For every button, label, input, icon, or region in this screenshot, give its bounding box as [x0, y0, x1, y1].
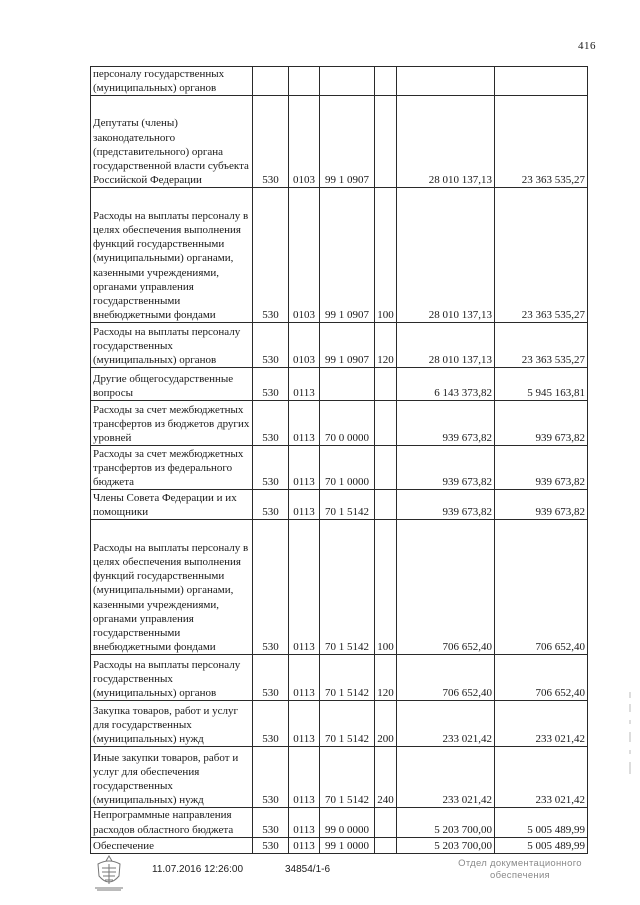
row-vr	[375, 368, 397, 401]
row-gr: 530	[253, 655, 289, 701]
row-cs: 70 1 5142	[320, 490, 375, 520]
row-gr: 530	[253, 188, 289, 323]
row-gr: 530	[253, 96, 289, 188]
department-stamp	[440, 858, 600, 882]
table-row	[91, 67, 588, 96]
table-row	[91, 446, 588, 490]
row-sum-2	[495, 67, 588, 96]
row-sum-1	[397, 67, 495, 96]
row-gr: 530	[253, 837, 289, 853]
row-gr: 530	[253, 446, 289, 490]
table-row	[91, 837, 588, 853]
row-vr	[375, 96, 397, 188]
row-sum-2: 939 673,82	[495, 490, 588, 520]
row-gr: 530	[253, 368, 289, 401]
row-cs: 99 1 0907	[320, 188, 375, 323]
row-rz: 0103	[289, 323, 320, 368]
row-sum-1: 28 010 137,13	[397, 323, 495, 368]
row-name: Расходы на выплаты персоналу в целях обеспечения выполнения функций государственными (муниципальными) органами, казенными учреждениями, органами управления государственными внебюджетными фондами	[91, 520, 253, 655]
row-cs: 70 0 0000	[320, 401, 375, 446]
row-sum-1: 28 010 137,13	[397, 96, 495, 188]
stamp-line-1: Отдел документационного	[458, 858, 582, 869]
row-rz: 0113	[289, 747, 320, 808]
row-vr	[375, 67, 397, 96]
row-gr: 530	[253, 701, 289, 747]
row-rz: 0113	[289, 490, 320, 520]
row-cs: 99 0 0000	[320, 808, 375, 837]
row-cs	[320, 67, 375, 96]
row-sum-1: 233 021,42	[397, 747, 495, 808]
row-gr: 530	[253, 323, 289, 368]
row-name: Расходы на выплаты персоналу государственных (муниципальных) органов	[91, 655, 253, 701]
side-stamp-marks	[624, 690, 636, 780]
table-row	[91, 96, 588, 188]
row-name: Закупка товаров, работ и услуг для государственных (муниципальных) нужд	[91, 701, 253, 747]
row-name: персоналу государственных (муниципальных) органов	[91, 67, 253, 96]
row-sum-2: 5 945 163,81	[495, 368, 588, 401]
row-sum-2: 233 021,42	[495, 701, 588, 747]
row-rz: 0113	[289, 520, 320, 655]
row-rz: 0113	[289, 401, 320, 446]
row-vr	[375, 446, 397, 490]
table-row	[91, 401, 588, 446]
row-name: Депутаты (члены) законодательного (представительного) органа государственной власти субъекта Российской Федерации	[91, 96, 253, 188]
row-sum-1: 939 673,82	[397, 490, 495, 520]
stamp-line-2: обеспечения	[490, 870, 550, 881]
table-row	[91, 188, 588, 323]
row-sum-1: 6 143 373,82	[397, 368, 495, 401]
row-sum-2: 23 363 535,27	[495, 96, 588, 188]
row-gr: 530	[253, 520, 289, 655]
row-sum-2: 23 363 535,27	[495, 323, 588, 368]
row-sum-1: 706 652,40	[397, 520, 495, 655]
row-gr: 530	[253, 747, 289, 808]
row-sum-2: 939 673,82	[495, 446, 588, 490]
table-row	[91, 655, 588, 701]
row-name: Расходы за счет межбюджетных трансфертов из федерального бюджета	[91, 446, 253, 490]
table-row	[91, 520, 588, 655]
budget-table	[90, 66, 588, 854]
row-name: Члены Совета Федерации и их помощники	[91, 490, 253, 520]
table-row	[91, 490, 588, 520]
row-sum-2: 5 005 489,99	[495, 808, 588, 837]
row-sum-1: 5 203 700,00	[397, 808, 495, 837]
row-rz: 0113	[289, 701, 320, 747]
row-sum-1: 28 010 137,13	[397, 188, 495, 323]
row-sum-1: 233 021,42	[397, 701, 495, 747]
row-cs	[320, 368, 375, 401]
row-cs: 99 1 0000	[320, 837, 375, 853]
row-rz: 0113	[289, 837, 320, 853]
row-name: Расходы на выплаты персоналу в целях обеспечения выполнения функций государственными (муниципальными) органами, казенными учреждениями, органами управления государственными внебюджетными фондами	[91, 188, 253, 323]
row-vr: 100	[375, 188, 397, 323]
row-rz: 0113	[289, 655, 320, 701]
row-vr	[375, 808, 397, 837]
row-cs: 70 1 0000	[320, 446, 375, 490]
row-sum-1: 939 673,82	[397, 401, 495, 446]
footer-document-number: 34854/1-6	[285, 864, 331, 875]
row-sum-2: 939 673,82	[495, 401, 588, 446]
row-sum-2: 5 005 489,99	[495, 837, 588, 853]
row-vr: 100	[375, 520, 397, 655]
row-sum-2: 706 652,40	[495, 655, 588, 701]
row-sum-2: 233 021,42	[495, 747, 588, 808]
row-sum-1: 706 652,40	[397, 655, 495, 701]
row-cs: 99 1 0907	[320, 96, 375, 188]
row-rz	[289, 67, 320, 96]
row-cs: 70 1 5142	[320, 747, 375, 808]
row-rz: 0113	[289, 368, 320, 401]
row-name: Обеспечение	[91, 837, 253, 853]
row-gr: 530	[253, 490, 289, 520]
table-row	[91, 747, 588, 808]
row-vr	[375, 837, 397, 853]
row-rz: 0103	[289, 188, 320, 323]
row-gr: 530	[253, 401, 289, 446]
row-vr	[375, 490, 397, 520]
table-row	[91, 808, 588, 837]
row-cs: 70 1 5142	[320, 655, 375, 701]
row-cs: 70 1 5142	[320, 520, 375, 655]
page-footer	[0, 858, 640, 894]
row-name: Другие общегосударственные вопросы	[91, 368, 253, 401]
row-sum-2: 706 652,40	[495, 520, 588, 655]
row-cs: 70 1 5142	[320, 701, 375, 747]
row-rz: 0103	[289, 96, 320, 188]
footer-datetime: 11.07.2016 12:26:00	[152, 864, 244, 875]
table-row	[91, 368, 588, 401]
row-cs: 99 1 0907	[320, 323, 375, 368]
row-vr: 240	[375, 747, 397, 808]
table-row	[91, 323, 588, 368]
table-row	[91, 701, 588, 747]
row-vr: 120	[375, 655, 397, 701]
row-sum-1: 5 203 700,00	[397, 837, 495, 853]
row-vr: 120	[375, 323, 397, 368]
row-vr: 200	[375, 701, 397, 747]
row-gr: 530	[253, 808, 289, 837]
page-number: 416	[578, 40, 596, 52]
row-gr	[253, 67, 289, 96]
coat-of-arms-icon	[92, 854, 126, 892]
row-sum-1: 939 673,82	[397, 446, 495, 490]
row-name: Иные закупки товаров, работ и услуг для обеспечения государственных (муниципальных) нужд	[91, 747, 253, 808]
row-sum-2: 23 363 535,27	[495, 188, 588, 323]
row-name: Расходы на выплаты персоналу государственных (муниципальных) органов	[91, 323, 253, 368]
row-name: Непрограммные направления расходов областного бюджета	[91, 808, 253, 837]
row-name: Расходы за счет межбюджетных трансфертов из бюджетов других уровней	[91, 401, 253, 446]
row-rz: 0113	[289, 446, 320, 490]
row-rz: 0113	[289, 808, 320, 837]
row-vr	[375, 401, 397, 446]
